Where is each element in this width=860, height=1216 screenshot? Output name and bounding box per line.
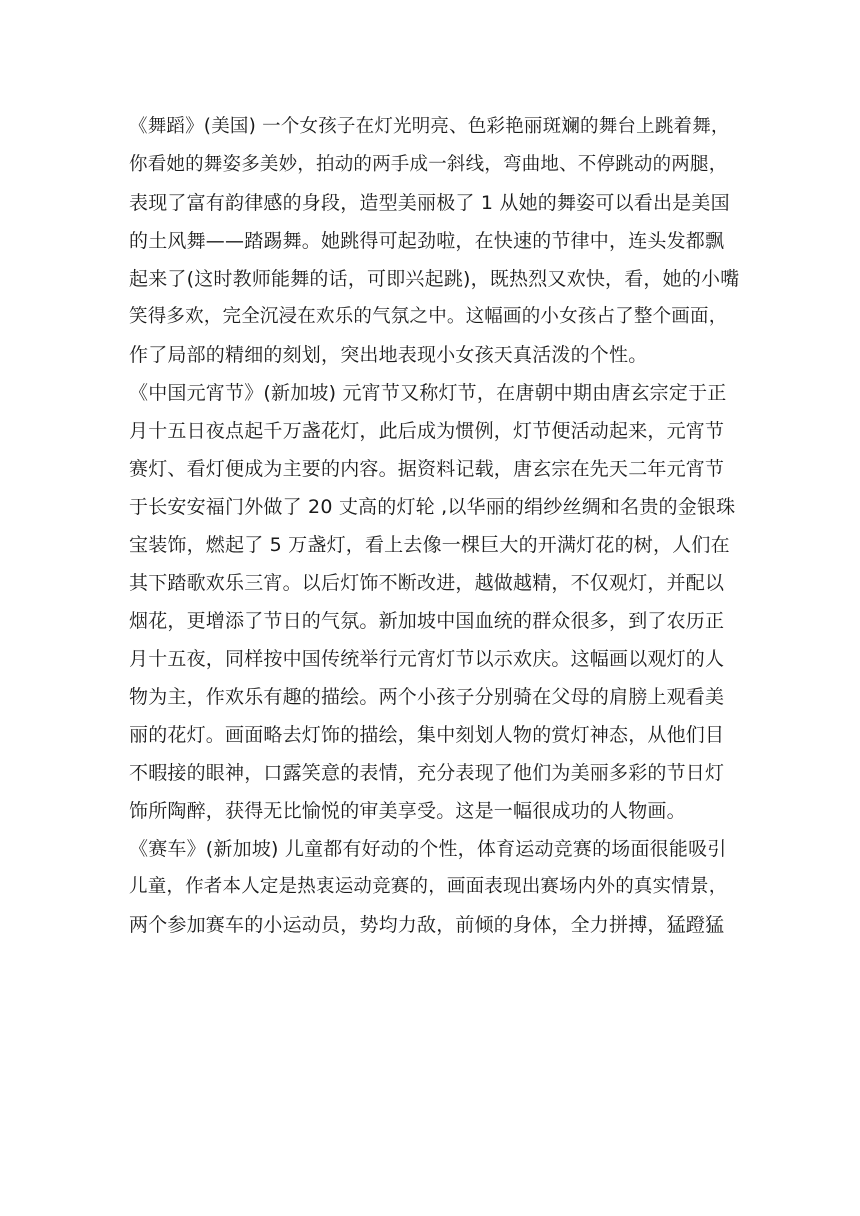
- text-line: 宝装饰，燃起了 5 万盏灯，看上去像一棵巨大的开满灯花的树，人们在: [129, 534, 730, 556]
- text-line: 饰所陶醉，获得无比愉悦的审美享受。这是一幅很成功的人物画。: [129, 800, 686, 822]
- text-line: 于长安安福门外做了 20 丈高的灯轮 ,以华丽的绢纱丝绸和名贵的金银珠: [129, 496, 736, 518]
- text-line: 其下踏歌欢乐三宵。以后灯饰不断改进，越做越精，不仅观灯，并配以: [129, 572, 725, 594]
- paragraph-dance: [129, 108, 741, 374]
- text-line: 不暇接的眼神，口露笑意的表情，充分表现了他们为美丽多彩的节日灯: [129, 762, 725, 784]
- text-line: 笑得多欢，完全沉浸在欢乐的气氛之中。这幅画的小女孩占了整个画面，: [129, 306, 728, 327]
- text-line: 月十五夜，同样按中国传统举行元宵灯节以示欢庆。这幅画以观灯的人: [129, 648, 725, 670]
- paragraph-lantern-festival: [129, 374, 741, 830]
- text-line: 《中国元宵节》(新加坡) 元宵节又称灯节，在唐朝中期由唐玄宗定于正: [129, 382, 727, 404]
- text-line: 起来了(这时教师能舞的话，可即兴起跳)，既热烈又欢快，看，她的小嘴: [129, 268, 740, 290]
- text-line: 儿童，作者本人定是热衷运动竞赛的，画面表现出赛场内外的真实情景，: [129, 876, 728, 897]
- text-line: 作了局部的精细的刻划，突出地表现小女孩天真活泼的个性。: [129, 344, 648, 366]
- text-line: 两个参加赛车的小运动员，势均力敌，前倾的身体，全力拼搏，猛蹬猛: [129, 914, 725, 936]
- text-line: 烟花，更增添了节日的气氛。新加坡中国血统的群众很多，到了农历正: [129, 610, 725, 632]
- text-line: 《舞蹈》(美国) 一个女孩子在灯光明亮、色彩艳丽斑斓的舞台上跳着舞，: [129, 116, 730, 137]
- text-line: 表现了富有韵律感的身段，造型美丽极了 1 从她的舞姿可以看出是美国: [129, 192, 730, 214]
- text-line: 你看她的舞姿多美妙，拍动的两手成一斜线，弯曲地、不停跳动的两腿，: [129, 154, 728, 175]
- text-line: 物为主，作欢乐有趣的描绘。两个小孩子分别骑在父母的肩膀上观看美: [129, 686, 725, 708]
- text-line: 赛灯、看灯便成为主要的内容。据资料记载，唐玄宗在先天二年元宵节: [129, 458, 725, 480]
- text-line: 丽的花灯。画面略去灯饰的描绘，集中刻划人物的赏灯神态，从他们目: [129, 724, 725, 746]
- text-line: 的土风舞——踏踢舞。她跳得可起劲啦，在快速的节律中，连头发都飘: [129, 230, 725, 252]
- paragraph-racing: [129, 830, 741, 944]
- text-line: 《赛车》(新加坡) 儿童都有好动的个性，体育运动竞赛的场面很能吸引: [129, 838, 727, 860]
- text-line: 月十五日夜点起千万盏花灯，此后成为惯例，灯节便活动起来，元宵节: [129, 420, 725, 442]
- document-body: [129, 108, 741, 944]
